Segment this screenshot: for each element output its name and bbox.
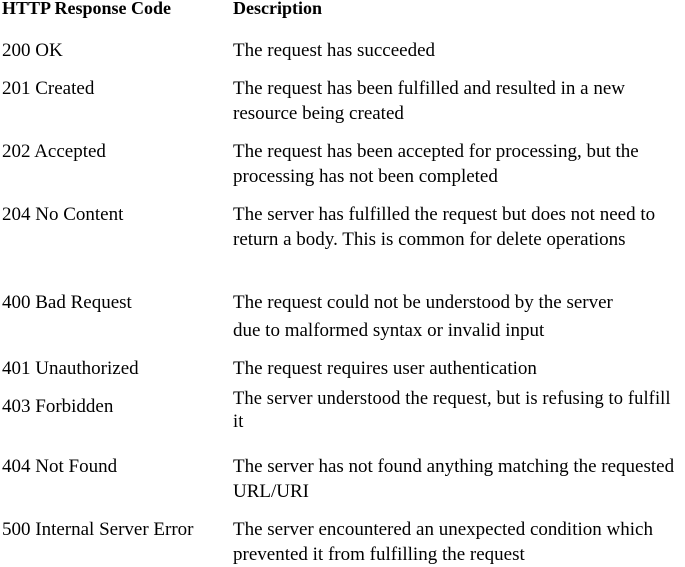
response-description: The request requires user authentication (233, 358, 537, 379)
response-code: 404 Not Found (2, 456, 118, 477)
response-code: 401 Unauthorized (2, 358, 139, 379)
response-description: The request has been accepted for processing, but the processing has not been completed (233, 141, 639, 187)
response-code: 204 No Content (2, 204, 124, 225)
response-description-line: The request could not be understood by the server (233, 292, 613, 313)
response-description: The request has succeeded (233, 40, 436, 61)
response-code: 400 Bad Request (2, 292, 132, 313)
column-header-code: HTTP Response Code (2, 0, 172, 18)
response-description-line: due to malformed syntax or invalid input (233, 320, 545, 341)
response-description (233, 290, 685, 343)
response-code: 201 Created (2, 78, 95, 99)
response-code: 403 Forbidden (2, 396, 114, 417)
response-code: 500 Internal Server Error (2, 519, 194, 540)
column-header-description: Description (233, 0, 322, 18)
response-description: The server encountered an unexpected condition which prevented it from fulfilling the request (233, 519, 653, 565)
response-description: The server has not found anything matching the requested URL/URI (233, 456, 675, 502)
response-description: The request has been fulfilled and resulted in a new resource being created (233, 78, 625, 124)
response-code: 200 OK (2, 40, 63, 61)
response-description: The server has fulfilled the request but does not need to return a body. This is common for delete operations (233, 204, 656, 250)
response-description: The server understood the request, but is refusing to fulfill it (233, 389, 671, 432)
response-code: 202 Accepted (2, 141, 106, 162)
